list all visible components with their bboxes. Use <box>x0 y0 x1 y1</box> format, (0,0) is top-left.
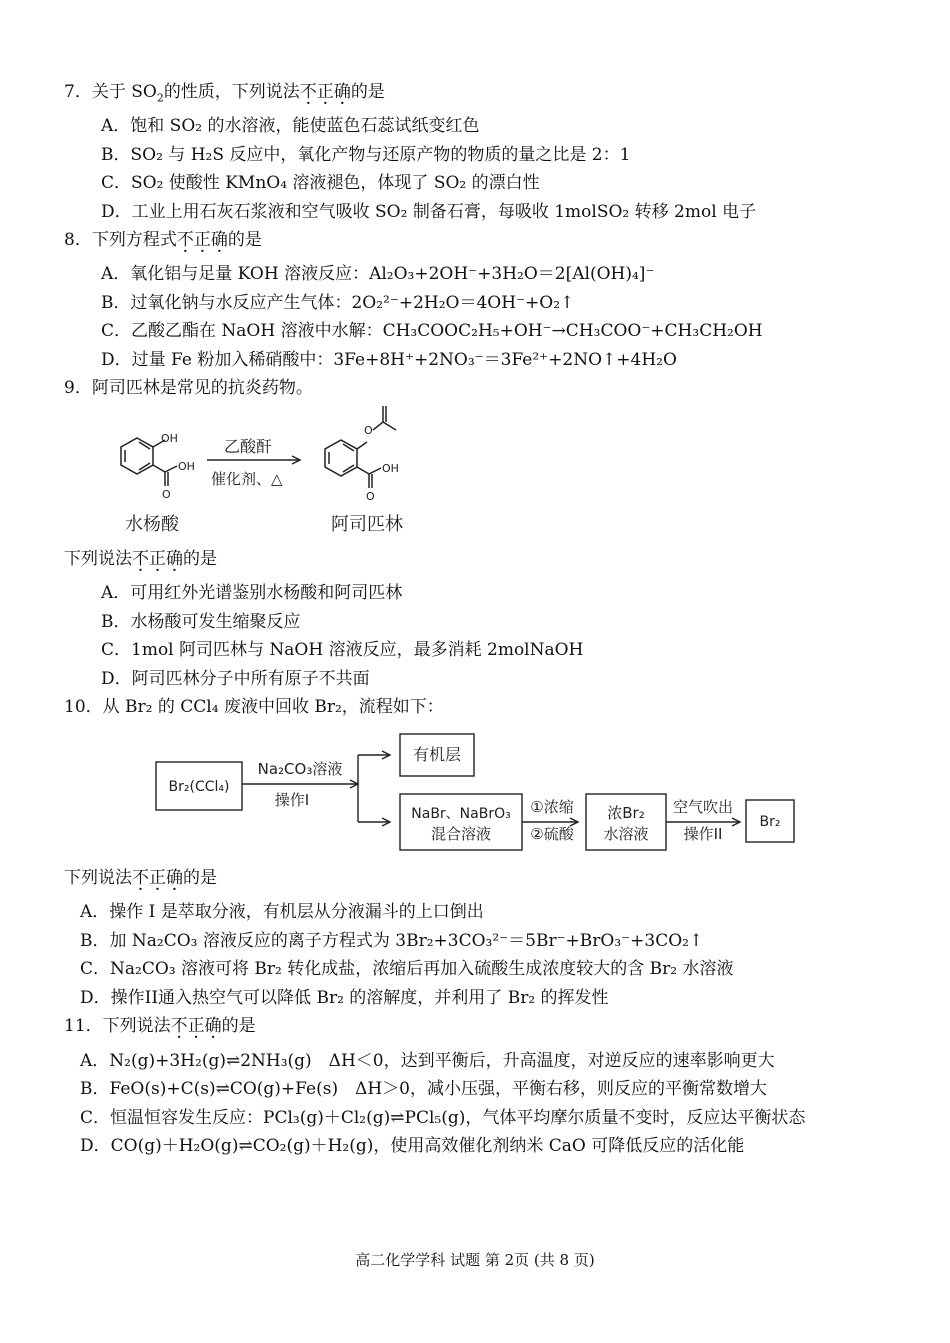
q8-stem: 8．下列方程式不正确的是 <box>64 230 262 250</box>
flow-concentrate-box-line1: 浓Br₂ <box>607 804 645 822</box>
aspirin-name: 阿司匹林 <box>331 514 403 535</box>
flow-mixture-box-line1: NaBr、NaBrO₃ <box>411 806 511 822</box>
q10-option-d: D．操作II通入热空气可以降低 Br₂ 的溶解度，并利用了 Br₂ 的挥发性 <box>80 988 609 1008</box>
emphasis-mark: 不 <box>170 1016 188 1036</box>
flow-operation2-label: 操作II <box>683 825 723 843</box>
q9-option-a: A．可用红外光谱鉴别水杨酸和阿司匹林 <box>101 583 403 603</box>
q8-option-a: A．氧化铝与足量 KOH 溶液反应：Al₂O₃+2OH⁻+3H₂O＝2[Al(OH)₄]⁻ <box>101 264 655 284</box>
emphasis-mark: 正 <box>193 230 211 250</box>
q9-stem: 9．阿司匹林是常见的抗炎药物。 <box>64 378 313 398</box>
carbonyl-o-label: O <box>366 490 375 503</box>
emphasis-mark: 正 <box>149 549 166 569</box>
q7-stem: 7．关于 $SO_2$的性质，下列说法不正确的是 <box>64 82 385 105</box>
salicylic-acid-name: 水杨酸 <box>125 514 179 535</box>
flow-step-acid: ②硫酸 <box>530 825 574 843</box>
emphasis-mark: 不 <box>299 82 317 102</box>
q10-option-b: B．加 Na₂CO₃ 溶液反应的离子方程式为 3Br₂+3CO₃²⁻＝5Br⁻+BrO₃⁻+3CO₂↑ <box>80 931 704 951</box>
flow-mixture-box-line2: 混合溶液 <box>430 825 492 843</box>
bromine-recovery-flowchart <box>150 730 810 855</box>
flow-operation-label: 操作I <box>274 791 310 809</box>
emphasis-mark: 正 <box>187 1016 205 1036</box>
emphasis-mark: 不 <box>176 230 194 250</box>
q11-option-a: A．N₂(g)+3H₂(g)⇌2NH₃(g) ΔH＜0，达到平衡后，升高温度，对逆反应的速率影响更大 <box>80 1051 775 1071</box>
flow-reagent-label: Na₂CO₃溶液 <box>257 760 343 778</box>
aspirin-synthesis-scheme <box>105 402 435 540</box>
q11-option-d: D．CO(g)＋H₂O(g)⇌CO₂(g)＋H₂(g)，使用高效催化剂纳米 CaO 可降低反应的活化能 <box>80 1136 745 1156</box>
q8-option-c: C．乙酸乙酯在 NaOH 溶液中水解：CH₃COOC₂H₅+OH⁻→CH₃COO⁻+CH₃CH₂OH <box>101 321 763 341</box>
flow-end-box: Br₂ <box>759 814 781 830</box>
q7-option-b: B．SO₂ 与 H₂S 反应中，氧化产物与还原产物的物质的量之比是 2：1 <box>101 145 631 165</box>
flow-step-concentrate: ①浓缩 <box>530 798 574 816</box>
q10-option-c: C．Na₂CO₃ 溶液可将 Br₂ 转化成盐，浓缩后再加入硫酸生成浓度较大的含 Br₂ 水溶液 <box>80 959 734 979</box>
emphasis-mark: 确 <box>210 230 228 250</box>
flow-air-blow-label: 空气吹出 <box>672 798 734 816</box>
q7-option-d: D．工业上用石灰石浆液和空气吸收 SO₂ 制备石膏，每吸收 1molSO₂ 转移 2mol 电子 <box>101 202 757 222</box>
condition-label: 催化剂、△ <box>211 470 283 488</box>
q10-substem: 下列说法不正确的是 <box>64 868 217 888</box>
carbonyl-o-label: O <box>162 488 171 501</box>
ester-o-label: O <box>364 424 373 437</box>
emphasis-mark: 正 <box>149 868 166 888</box>
acid-oh-label: OH <box>178 460 195 473</box>
emphasis-mark: 确 <box>204 1016 222 1036</box>
emphasis-mark: 确 <box>333 82 351 102</box>
q11-option-c: C．恒温恒容发生反应：PCl₃(g)＋Cl₂(g)⇌PCl₅(g)，气体平均摩尔质量不变时，反应达平衡状态 <box>80 1108 806 1128</box>
q10-option-a: A．操作 I 是萃取分液，有机层从分液漏斗的上口倒出 <box>80 902 484 922</box>
q9-option-c: C．1mol 阿司匹林与 NaOH 溶液反应，最多消耗 2molNaOH <box>101 640 584 660</box>
acid-oh-label: OH <box>382 462 399 475</box>
flow-concentrate-box-line2: 水溶液 <box>603 825 649 843</box>
q8-option-b: B．过氧化钠与水反应产生气体：2O₂²⁻+2H₂O＝4OH⁻+O₂↑ <box>101 293 575 313</box>
emphasis-mark: 不 <box>132 549 149 569</box>
flow-organic-layer-box: 有机层 <box>412 745 462 764</box>
page-footer: 高二化学学科 试题 第 2页 (共 8 页) <box>355 1251 595 1269</box>
emphasis-mark: 正 <box>316 82 334 102</box>
q9-substem: 下列说法不正确的是 <box>64 549 217 569</box>
emphasis-mark: 确 <box>166 549 183 569</box>
q11-stem: 11．下列说法不正确的是 <box>64 1016 256 1036</box>
q7-option-c: C．SO₂ 使酸性 KMnO₄ 溶液褪色，体现了 SO₂ 的漂白性 <box>101 173 540 193</box>
q9-option-d: D．阿司匹林分子中所有原子不共面 <box>101 669 370 689</box>
q7-option-a: A．饱和 SO₂ 的水溶液，能使蓝色石蕊试纸变红色 <box>101 116 480 136</box>
hydroxyl-label: OH <box>161 432 178 445</box>
flow-start-box: Br₂(CCl₄) <box>168 779 230 795</box>
q9-option-b: B．水杨酸可发生缩聚反应 <box>101 612 301 632</box>
q11-option-b: B．FeO(s)+C(s)⇌CO(g)+Fe(s) ΔH＞0，减小压强，平衡右移，则反应的平衡常数增大 <box>80 1079 767 1099</box>
emphasis-mark: 确 <box>166 868 183 888</box>
emphasis-mark: 不 <box>132 868 149 888</box>
q8-option-d: D．过量 Fe 粉加入稀硝酸中：3Fe+8H⁺+2NO₃⁻＝3Fe²⁺+2NO↑+4H₂O <box>101 350 677 370</box>
reagent-label: 乙酸酐 <box>224 437 273 456</box>
q10-stem: 10．从 Br₂ 的 CCl₄ 废液中回收 Br₂，流程如下： <box>64 697 444 717</box>
